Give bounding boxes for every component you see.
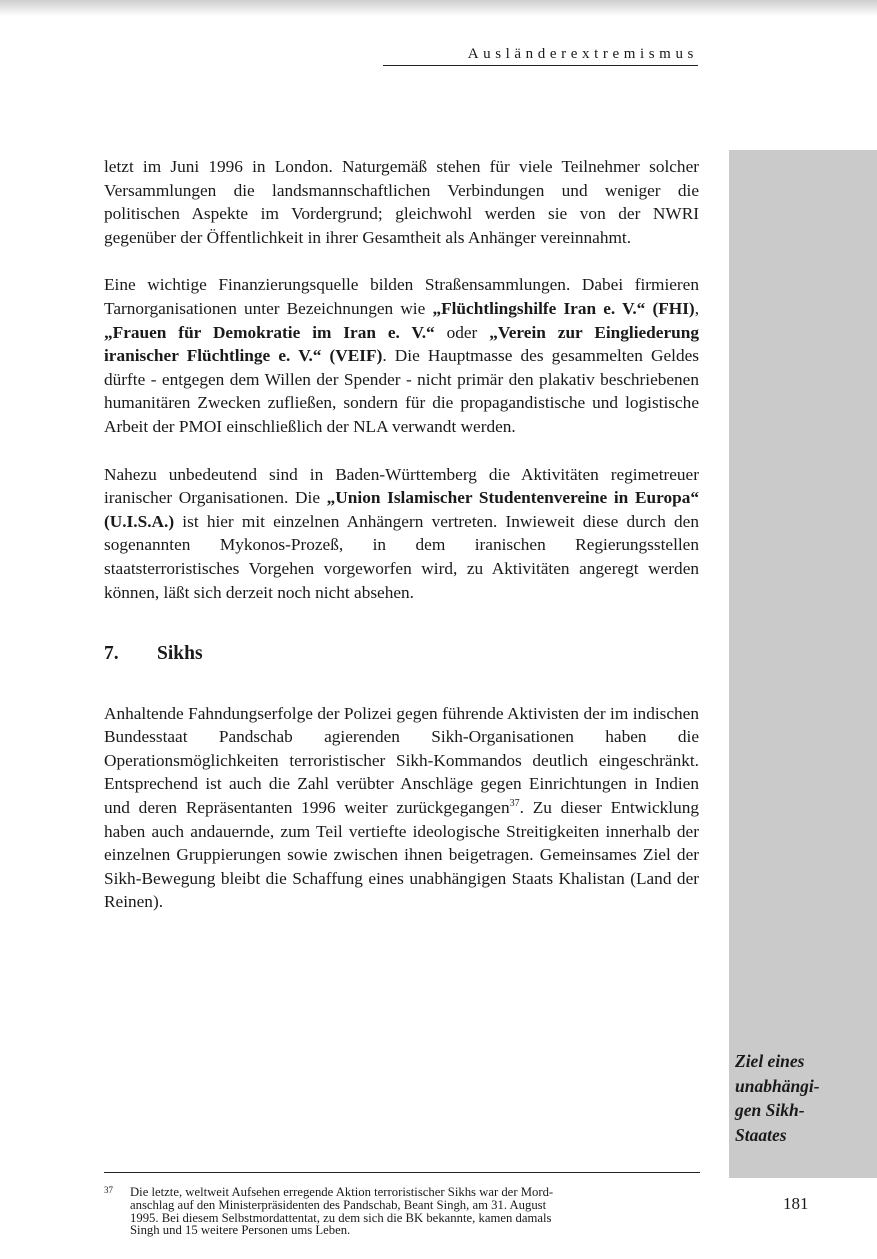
paragraph-3-text: ist hier mit einzelnen Anhängern vertreten. Inwieweit diese durch den sogenannten Mykonos-Prozeß, in dem iranischen Regierungsstellen staatsterroristisches Vorgehen vorgeworfen wird, zu Aktivitäten angeregt werden können, läßt sich derzeit noch nicht absehen. [104, 511, 699, 602]
margin-note-line: gen Sikh- [735, 1100, 805, 1120]
footnote-line: Singh und 15 weitere Personen ums Leben. [130, 1223, 351, 1238]
org-name-veif: „Verein zur Eingliederung iranischer Flüchtlinge e. V.“ (VEIF) [104, 322, 699, 366]
org-name-fhi: „Flüchtlingshilfe Iran e. V.“ (FHI) [432, 298, 695, 318]
paragraph-2-text: , [694, 298, 700, 318]
footnote-reference[interactable]: 37 [509, 798, 520, 810]
org-name-uisa: „Union Islamischer Studentenvereine in Europa“ (U.I.S.A.) [104, 488, 699, 531]
margin-note-line: unabhängi- [735, 1075, 820, 1096]
footnote-line: 1995. Bei diesem Selbstmordattentat, zu dem sich die BK bekannte, kamen damals [130, 1210, 552, 1225]
running-header: Ausländerextremismus [383, 46, 698, 66]
org-name-frauen: „Frauen für Demokratie im Iran e. V.“ [104, 322, 435, 342]
footnote-text [130, 1186, 700, 1237]
margin-sidebar [729, 150, 877, 1178]
margin-note-line: Ziel eines [735, 1051, 805, 1071]
margin-note [735, 1049, 835, 1147]
paragraph-2-text: oder [434, 322, 490, 342]
main-text [104, 155, 699, 938]
paragraph-4 [104, 702, 699, 914]
section-heading [104, 642, 699, 666]
section-number: 7. [104, 643, 119, 665]
footnote-line: anschlag auf den Ministerpräsidenten des Pandschab, Beant Singh, am 31. August [130, 1197, 547, 1212]
footnote [104, 1186, 704, 1237]
paragraph-4-text: . Zu dieser Entwicklung haben auch andauernde, zum Teil vertiefte ideologische Streitigkeiten innerhalb der einzelnen Gruppierungen sowie zwischen ihnen beigetragen. Gemeinsames Ziel der Sikh-Bewegung bleibt die Schaffung eines unabhängigen Staats Khalistan (Land der Reinen). [104, 798, 699, 912]
paragraph-2-text: . Die Hauptmasse des gesammelten Geldes dürfte - entgegen dem Willen der Spender - nicht primär den plakativ beschriebenen humanitären Zwecken zufließen, sondern für die propagandistische und logistische Arbeit der PMOI einschließlich der NLA verwandt werden. [104, 346, 699, 436]
section-title: Sikhs [157, 643, 203, 665]
paragraph-3 [104, 463, 699, 605]
footnote-marker: 37 [104, 1185, 113, 1195]
footnote-divider [104, 1172, 700, 1173]
footnote-line: Die letzte, weltweit Aufsehen erregende Aktion terroristischer Sikhs war der Mord- [130, 1185, 554, 1199]
paragraph-2-text: Eine wichtige Finanzierungsquelle bilden Straßensammlungen. Dabei firmieren Tarnorganisationen unter Bezeichnungen wie [104, 275, 699, 318]
page-number: 181 [783, 1194, 809, 1213]
paragraph-3-text: Nahezu unbedeutend sind in Baden-Württemberg die Aktivitäten regimetreuer iranischer Organisationen. Die [104, 464, 699, 508]
page-top-shadow [0, 0, 877, 16]
paragraph-2 [104, 273, 699, 438]
paragraph-4-text: Anhaltende Fahndungserfolge der Polizei gegen führende Aktivisten der im indischen Bundesstaat Pandschab agierenden Sikh-Organisationen haben die Operationsmöglichkeiten terroristischer Sikh-Kommandos deutlich eingeschränkt. Entsprechend ist auch die Zahl verübter Anschläge gegen Einrichtungen in Indien und deren Repräsentanten 1996 weiter zurückgegangen [104, 703, 699, 818]
margin-note-line: Staates [735, 1124, 787, 1145]
paragraph-1: letzt im Juni 1996 in London. Naturgemäß stehen für viele Teilnehmer solcher Versammlungen die landsmannschaftlichen Verbindungen und weniger die politischen Aspekte im Vordergrund; gleichwohl werden sie von der NWRI gegenüber der Öffentlichkeit in ihrer Gesamtheit als Anhänger vereinnahmt. [104, 157, 699, 247]
